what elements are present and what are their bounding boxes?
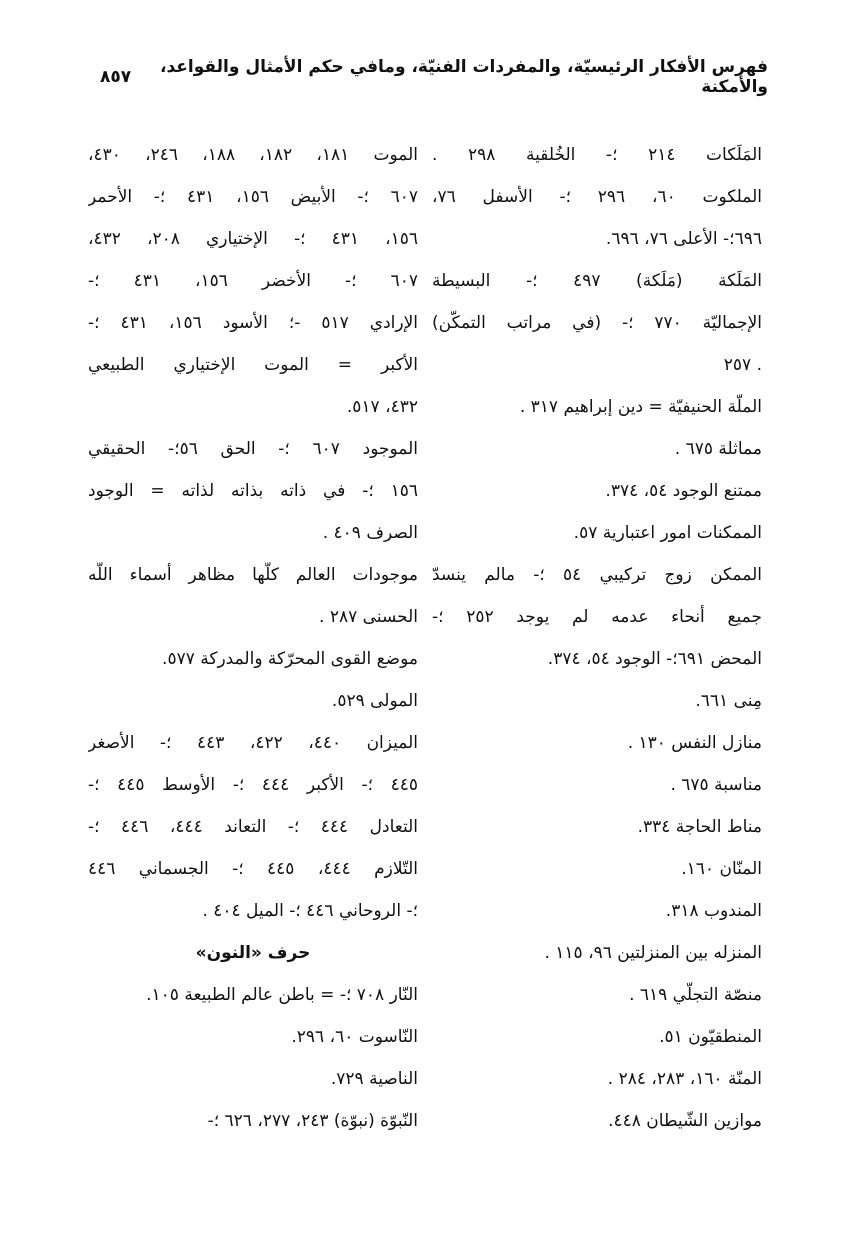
page-number: ٨٥٧	[100, 67, 132, 87]
index-entry-line: المنّان ١٦٠.	[681, 859, 762, 879]
index-entry-line: التّلازم ٤٤٤، ٤٤٥ ؛- الجسماني ٤٤٦	[88, 859, 418, 879]
index-entry-line: النّاسوت ٦٠، ٢٩٦.	[291, 1027, 418, 1047]
index-entry-line: الحسنى ٢٨٧ .	[319, 607, 418, 627]
index-entry-line: الموت ١٨١، ١٨٢، ١٨٨، ٢٤٦، ٤٣٠،	[88, 145, 418, 165]
index-entry-line: المولى ٥٢٩.	[331, 691, 418, 711]
index-entry-line: موضع القوى المحرّكة والمدركة ٥٧٧.	[162, 649, 418, 669]
index-entry-line: ٦٠٧ ؛- الأبيض ١٥٦، ٤٣١ ؛- الأحمر	[88, 187, 418, 207]
index-entry-line: الممكن زوج تركيبي ٥٤ ؛- مالم ينسدّ	[432, 565, 762, 585]
index-entry-line: موجودات العالم كلّها مظاهر أسماء اللّه	[88, 565, 418, 585]
index-entry-line: ؛- الروحاني ٤٤٦ ؛- الميل ٤٠٤ .	[202, 901, 418, 921]
index-entry-line: ١٥٦، ٤٣١ ؛- الإختياري ٢٠٨، ٤٣٢،	[88, 229, 418, 249]
index-entry-line: ٤٤٥ ؛- الأكبر ٤٤٤ ؛- الأوسط ٤٤٥ ؛-	[88, 775, 418, 795]
index-entry-line: الناصية ٧٢٩.	[330, 1069, 418, 1089]
index-entry-line: المنزله بين المنزلتين ٩٦، ١١٥ .	[544, 943, 762, 963]
index-entry-line: الميزان ٤٤٠، ٤٢٢، ٤٤٣ ؛- الأصغر	[88, 733, 418, 753]
index-entry-line: منصّة التجلّي ٦١٩ .	[629, 985, 762, 1005]
index-entry-line: النّبوّة (نبوّة) ٢٤٣، ٢٧٧، ٦٢٦ ؛-	[207, 1111, 418, 1131]
index-entry-line: مناسبة ٦٧٥ .	[670, 775, 762, 795]
index-column-left	[88, 138, 418, 1146]
index-entry-line: المَلَكات ٢١٤ ؛- الخُلقية ٢٩٨ .	[432, 145, 762, 165]
index-entry-line: الصرف ٤٠٩ .	[322, 523, 418, 543]
index-entry-line: مناط الحاجة ٣٣٤.	[637, 817, 762, 837]
index-entry-line: المنطقيّون ٥١.	[659, 1027, 762, 1047]
index-entry-line: النّار ٧٠٨ ؛- = باطن عالم الطبيعة ١٠٥.	[146, 985, 418, 1005]
index-entry-line: ممتنع الوجود ٥٤، ٣٧٤.	[605, 481, 762, 501]
section-heading: حرف «النون»	[195, 943, 311, 963]
index-entry-line: الموجود ٦٠٧ ؛- الحق ٥٦؛- الحقيقي	[88, 439, 418, 459]
index-entry-line: مِنى ٦٦١.	[695, 691, 762, 711]
index-entry-line: ١٥٦ ؛- في ذاته بذاته لذاته = الوجود	[88, 481, 418, 501]
index-entry-line: الملّة الحنيفيّة = دين إبراهيم ٣١٧ .	[519, 397, 762, 417]
index-entry-line: منازل النفس ١٣٠ .	[627, 733, 762, 753]
header-title: فهرس الأفكار الرئيسيّة، والمفردات الفنيّة، ومافي حكم الأمثال والقواعد، والأمكنة	[160, 57, 768, 97]
index-entry-line: التعادل ٤٤٤ ؛- التعاند ٤٤٤، ٤٤٦ ؛-	[88, 817, 418, 837]
index-entry-line: المحض ٦٩١؛- الوجود ٥٤، ٣٧٤.	[547, 649, 762, 669]
index-entry-line: . ٢٥٧	[723, 355, 762, 375]
index-entry-line: الملكوت ٦٠، ٢٩٦ ؛- الأسفل ٧٦،	[432, 187, 762, 207]
running-header	[100, 57, 768, 97]
index-entry-line: المندوب ٣١٨.	[665, 901, 762, 921]
index-entry-line: المنّة ١٦٠، ٢٨٣، ٢٨٤ .	[607, 1069, 762, 1089]
index-entry-line: المَلَكة (مَلَكة) ٤٩٧ ؛- البسيطة	[432, 271, 762, 291]
index-entry-line: ٦٠٧ ؛- الأخضر ١٥٦، ٤٣١ ؛-	[88, 271, 418, 291]
index-entry-line: مماثلة ٦٧٥ .	[674, 439, 762, 459]
index-entry-line: موازين الشّيطان ٤٤٨.	[608, 1111, 762, 1131]
index-entry-line: ٦٩٦؛- الأعلى ٧٦، ٦٩٦.	[605, 229, 762, 249]
index-entry-line: جميع أنحاء عدمه لم يوجد ٢٥٢ ؛-	[432, 607, 762, 627]
index-column-right	[432, 138, 762, 1146]
index-entry-line: الأكبر = الموت الإختياري الطبيعي	[88, 355, 418, 375]
index-entry-line: الإجماليّة ٧٧٠ ؛- (في مراتب التمكّن)	[432, 313, 762, 333]
index-entry-line: الإرادي ٥١٧ -؛ الأسود ١٥٦، ٤٣١ ؛-	[88, 313, 418, 333]
index-entry-line: ٤٣٢، ٥١٧.	[346, 397, 418, 417]
index-entry-line: الممكنات امور اعتبارية ٥٧.	[573, 523, 762, 543]
